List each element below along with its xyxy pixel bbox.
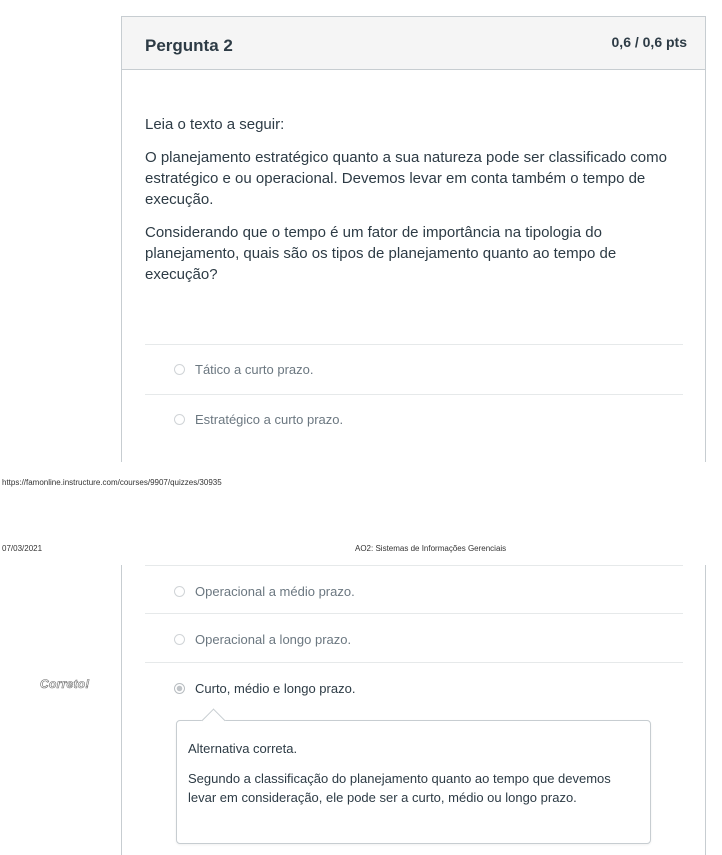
answer-label: Operacional a médio prazo. [195, 584, 355, 599]
answer-option-4[interactable] [174, 632, 351, 647]
question-header [122, 17, 705, 70]
question-intro: Leia o texto a seguir: [145, 116, 285, 133]
answer-label: Tático a curto prazo. [195, 362, 314, 377]
question-title: Pergunta 2 [145, 36, 233, 55]
answer-option-3[interactable] [174, 584, 355, 599]
question-card-top [121, 16, 706, 462]
answer-label: Curto, médio e longo prazo. [195, 681, 356, 696]
answer-divider [145, 394, 683, 395]
print-page-title: AO2: Sistemas de Informações Gerenciais [355, 544, 507, 553]
print-url: https://famonline.instructure.com/courses/9907/quizzes/30935 [2, 478, 222, 487]
radio-unselected-icon[interactable] [174, 634, 185, 645]
radio-unselected-icon[interactable] [174, 364, 185, 375]
answer-feedback-box [176, 720, 651, 844]
radio-selected-icon[interactable] [174, 683, 185, 694]
answer-divider [145, 344, 683, 345]
question-paragraph-1: O planejamento estratégico quanto a sua natureza pode ser classificado como estratégico e ou operacional. Devemos levar em conta também o tempo de execução. [145, 149, 667, 208]
correct-flag: Correto! [40, 677, 90, 691]
radio-unselected-icon[interactable] [174, 414, 185, 425]
question-paragraph-2: Considerando que o tempo é um fator de importância na tipologia do planejamento, quais são os tipos de planejamento quanto ao tempo de execução? [145, 224, 617, 283]
answer-divider [145, 565, 683, 566]
feedback-text: Segundo a classificação do planejamento quanto ao tempo que devemos levar em consideração, ele pode ser a curto, médio ou longo prazo. [188, 771, 611, 805]
print-date: 07/03/2021 [2, 544, 43, 553]
answer-divider [145, 613, 683, 614]
answer-label: Estratégico a curto prazo. [195, 412, 344, 427]
question-text [145, 114, 685, 297]
answer-divider [145, 662, 683, 663]
radio-unselected-icon[interactable] [174, 586, 185, 597]
answer-option-1[interactable] [174, 362, 314, 377]
answer-option-5[interactable] [174, 681, 355, 696]
answer-option-2[interactable] [174, 412, 343, 427]
answer-label: Operacional a longo prazo. [195, 632, 352, 647]
question-points: 0,6 / 0,6 pts [611, 34, 687, 50]
feedback-title: Alternativa correta. [188, 741, 298, 756]
